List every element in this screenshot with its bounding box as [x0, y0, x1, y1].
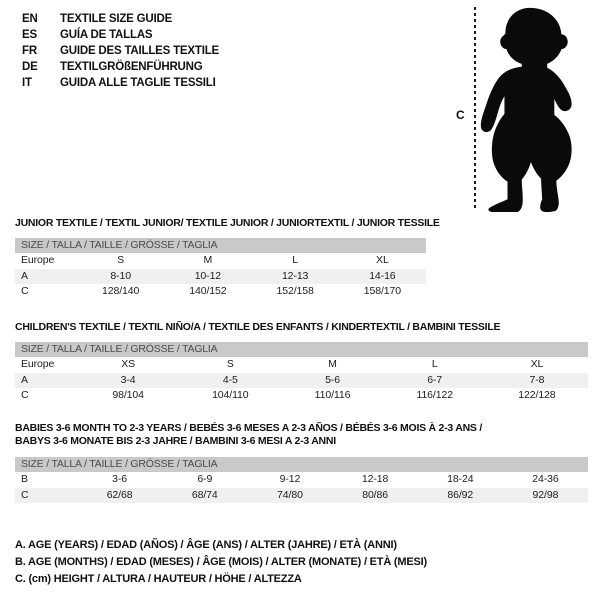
row-label: C: [21, 389, 29, 401]
lang-row-fr: [22, 43, 219, 59]
table-cell: M: [203, 254, 213, 266]
table-cell: 18-24: [447, 473, 474, 485]
size-header-bar: SIZE / TALLA / TAILLE / GRÖSSE / TAGLIA: [15, 342, 588, 357]
table-cell: M: [328, 358, 337, 370]
table-cell: 10-12: [194, 269, 222, 282]
table-cell: 9-12: [279, 473, 301, 485]
legend-height-cm: C. (cm) HEIGHT / ALTURA / HAUTEUR / HÖHE / ALTEZZA: [15, 573, 302, 585]
table-cell: 110/116: [314, 389, 351, 401]
language-title-list: [22, 11, 219, 91]
table-cell: 6-9: [197, 473, 213, 485]
table-title: JUNIOR TEXTILE / TEXTIL JUNIOR/ TEXTILE JUNIOR / JUNIORTEXTIL / JUNIOR TESSILE: [15, 217, 440, 229]
row-label: A: [21, 269, 28, 282]
lang-title: GUIDE DES TAILLES TEXTILE: [60, 45, 219, 57]
table-row-months: [15, 472, 588, 488]
table-cell: S: [226, 358, 234, 370]
lang-code: ES: [22, 29, 37, 41]
table-cell: 158/170: [363, 285, 401, 297]
row-label: C: [21, 285, 29, 297]
table-cell: 12-18: [361, 473, 389, 485]
legend-age-years: A. AGE (YEARS) / EDAD (AÑOS) / ÂGE (ANS) / ALTER (JAHRE) / ETÀ (ANNI): [15, 539, 397, 551]
lang-title: GUIDA ALLE TAGLIE TESSILI: [60, 77, 216, 89]
table-cell: XL: [376, 254, 389, 266]
height-measure-label: C: [456, 108, 465, 122]
lang-title: TEXTILE SIZE GUIDE: [60, 13, 173, 25]
table-cell: XS: [121, 358, 135, 370]
lang-row-en: [22, 11, 219, 27]
height-measure-line-icon: [473, 7, 477, 209]
table-cell: 6-7: [427, 373, 443, 386]
table-row-height: [15, 284, 426, 300]
table-cell: 98/104: [112, 389, 144, 401]
table-cell: XL: [530, 358, 544, 370]
baby-toddler-silhouette-icon: [479, 4, 593, 212]
lang-code: FR: [22, 45, 37, 57]
lang-row-de: [22, 59, 219, 75]
lang-code: IT: [22, 77, 32, 89]
junior-textile-section: [15, 217, 440, 300]
row-label: Europe: [21, 358, 55, 370]
row-label: Europe: [21, 254, 55, 266]
table-cell: 4-5: [222, 373, 238, 386]
lang-row-es: [22, 27, 219, 43]
table-row-height: [15, 488, 588, 504]
lang-title: GUÍA DE TALLAS: [60, 29, 153, 41]
size-header-bar: SIZE / TALLA / TAILLE / GRÖSSE / TAGLIA: [15, 238, 426, 253]
table-cell: 7-8: [529, 373, 545, 386]
lang-row-it: [22, 75, 219, 91]
table-title: CHILDREN'S TEXTILE / TEXTIL NIÑO/A / TEXTILE DES ENFANTS / KINDERTEXTIL / BAMBINI TESSILE: [15, 321, 501, 333]
table-cell: 80/86: [362, 488, 388, 501]
table-cell: L: [292, 254, 298, 266]
table-cell: 68/74: [191, 488, 218, 501]
size-header-bar: SIZE / TALLA / TAILLE / GRÖSSE / TAGLIA: [15, 457, 588, 472]
table-row-europe: [15, 357, 588, 373]
table-cell: 24-36: [532, 473, 559, 485]
babies-textile-section: [15, 422, 588, 503]
table-row-age: [15, 373, 588, 389]
children-textile-section: [15, 321, 588, 404]
lang-code: DE: [22, 61, 38, 73]
table-row-age: [15, 269, 426, 285]
row-label: A: [21, 373, 28, 386]
table-cell: 5-6: [325, 373, 340, 386]
table-title: BABIES 3-6 MONTH TO 2-3 YEARS / BEBÉS 3-6 MESES A 2-3 AÑOS / BÉBÉS 3-6 MOIS À 2-3 ANS / BABYS 3-6 MONATE BIS 2-3 JAHRE / BAMBINI 3-6 MESI A 2-3 ANNI: [15, 422, 483, 447]
row-label: B: [21, 473, 28, 485]
table-cell: S: [117, 254, 125, 266]
table-cell: 74/80: [277, 488, 303, 501]
table-cell: 122/128: [518, 389, 556, 401]
table-row-height: [15, 388, 588, 404]
table-cell: 92/98: [532, 488, 559, 501]
table-cell: 140/152: [189, 285, 227, 297]
lang-code: EN: [22, 13, 38, 25]
table-cell: 116/122: [416, 389, 453, 401]
table-cell: 3-4: [120, 373, 136, 386]
table-row-europe: [15, 253, 426, 269]
table-cell: 3-6: [112, 473, 128, 485]
table-cell: 152/158: [276, 285, 314, 297]
table-cell: 86/92: [447, 488, 474, 501]
table-cell: 104/110: [212, 389, 249, 401]
table-cell: 62/68: [106, 488, 133, 501]
table-cell: 8-10: [110, 269, 131, 282]
table-cell: 14-16: [369, 269, 396, 282]
measure-legend: [15, 537, 427, 588]
table-cell: 12-13: [281, 269, 309, 282]
table-cell: 128/140: [101, 285, 140, 297]
table-cell: L: [431, 358, 438, 370]
lang-title: TEXTILGRÖßENFÜHRUNG: [60, 61, 203, 73]
row-label: C: [21, 488, 29, 501]
legend-age-months: B. AGE (MONTHS) / EDAD (MESES) / ÂGE (MOIS) / ALTER (MONATE) / ETÀ (MESI): [15, 556, 427, 568]
